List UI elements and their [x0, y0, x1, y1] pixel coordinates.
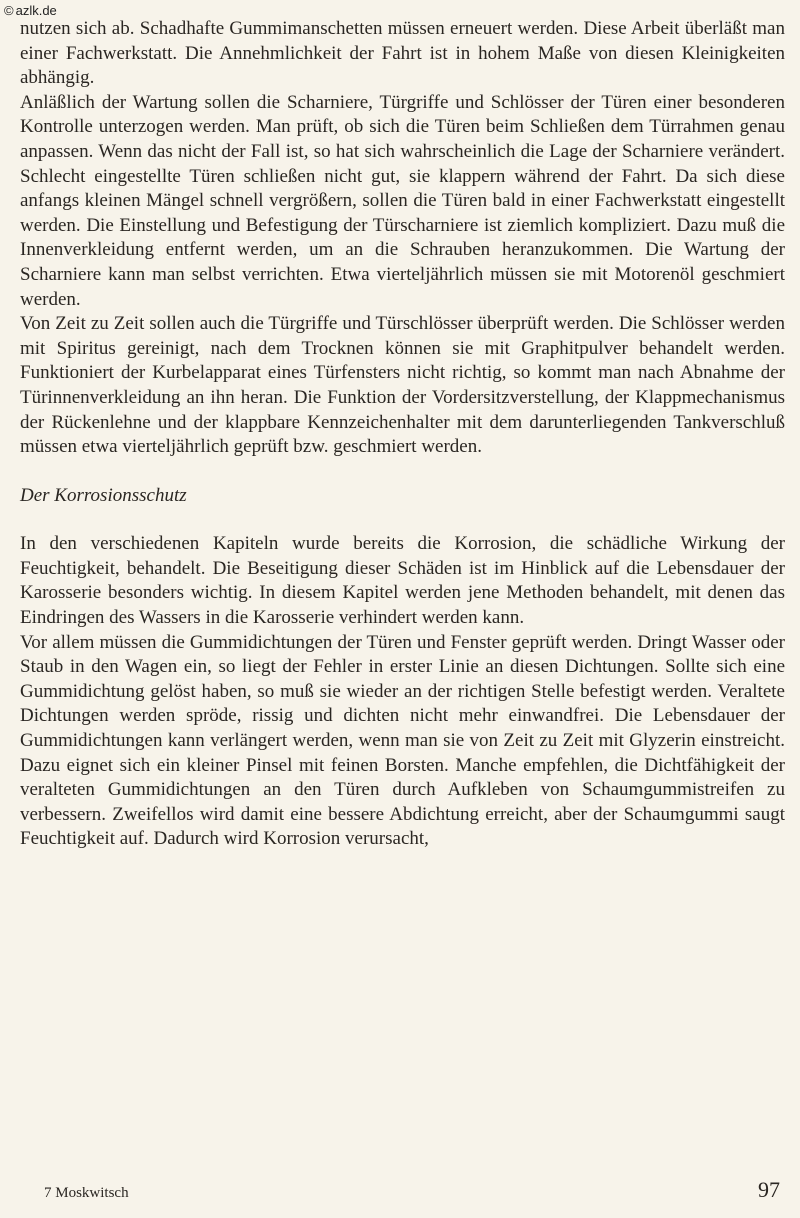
- page-footer: [44, 1177, 780, 1217]
- section-gap: [20, 460, 785, 484]
- footer-signature: 7 Moskwitsch: [44, 1185, 129, 1201]
- copyright-icon: ©: [4, 3, 14, 18]
- section-paragraph-1: In den verschiedenen Kapiteln wurde bereits die Korrosion, die schädliche Wirkung der Feuchtigkeit, behandelt. Die Beseitigung dieser Schäden ist im Hinblick auf die Lebensdauer der Karosserie besonders wichtig. In diesem Kapitel werden jene Methoden behandelt, mit denen das Eindringen des Wassers in die Karosserie verhindert werden kann.: [20, 533, 785, 629]
- page-number: 97: [758, 1177, 780, 1202]
- paragraph-3: Von Zeit zu Zeit sollen auch die Türgriffe und Türschlösser überprüft werden. Die Schlösser werden mit Spiritus gereinigt, nach dem Trocknen können sie mit Graphitpulver behandelt werden. Funktioniert der Kurbelapparat eines Türfensters nicht richtig, so kommt man nach Abnahme der Türinnenverkleidung an ihn heran. Die Funktion der Vordersitzverstellung, der Klappmechanismus der Rückenlehne und der klappbare Kennzeichenhalter mit dem darunterliegenden Tankverschluß müssen etwa vierteljährlich geprüft bzw. geschmiert werden.: [20, 313, 785, 458]
- section-heading: Der Korrosionsschutz: [20, 484, 187, 506]
- section-paragraph-2: Vor allem müssen die Gummidichtungen der Türen und Fenster geprüft werden. Dringt Wasser oder Staub in den Wagen ein, so liegt der Fehler in erster Linie an diesen Dichtungen. Sollte sich eine Gummidichtung gelöst haben, so muß sie wieder an der richtigen Stelle befestigt werden. Veraltete Dichtungen werden spröde, rissig und dichten nicht mehr einwandfrei. Die Lebensdauer der Gummidichtungen kann verlängert werden, wenn man sie von Zeit zu Zeit mit Glyzerin einstreicht. Dazu eignet sich ein kleiner Pinsel mit feinen Borsten. Manche empfehlen, die Dichtfähigkeit der veralteten Gummidichtungen an den Türen durch Aufkleben von Schaumgummistreifen zu verbessern. Zweifellos wird damit eine bessere Abdichtung erreicht, aber der Schaumgummi saugt Feuchtigkeit auf. Dadurch wird Korrosion verursacht,: [20, 631, 785, 850]
- watermark-text: azlk.de: [15, 3, 57, 18]
- heading-gap: [20, 508, 785, 532]
- page-body: [20, 17, 785, 852]
- watermark: [4, 4, 57, 17]
- paragraph-1: nutzen sich ab. Schadhafte Gummimanschetten müssen erneuert werden. Diese Arbeit überläßt man einer Fachwerkstatt. Die Annehmlichkeit der Fahrt ist in hohem Maße von diesen Kleinigkeiten abhängig.: [20, 18, 785, 89]
- paragraph-2: Anläßlich der Wartung sollen die Scharniere, Türgriffe und Schlösser der Türen einer besonderen Kontrolle unterzogen werden. Man prüft, ob sich die Türen beim Schließen dem Türrahmen genau anpassen. Wenn das nicht der Fall ist, so hat sich wahrscheinlich die Lage der Scharniere verändert. Schlecht eingestellte Türen schließen nicht gut, sie klappern während der Fahrt. Da sich diese anfangs kleinen Mängel schnell vergrößern, sollen die Türen bald in einer Fachwerkstatt eingestellt werden. Die Einstellung und Befestigung der Türscharniere ist ziemlich kompliziert. Dazu muß die Innenverkleidung entfernt werden, um an die Schrauben heranzukommen. Die Wartung der Scharniere kann man selbst verrichten. Etwa vierteljährlich müssen sie mit Motorenöl geschmiert werden.: [20, 91, 785, 310]
